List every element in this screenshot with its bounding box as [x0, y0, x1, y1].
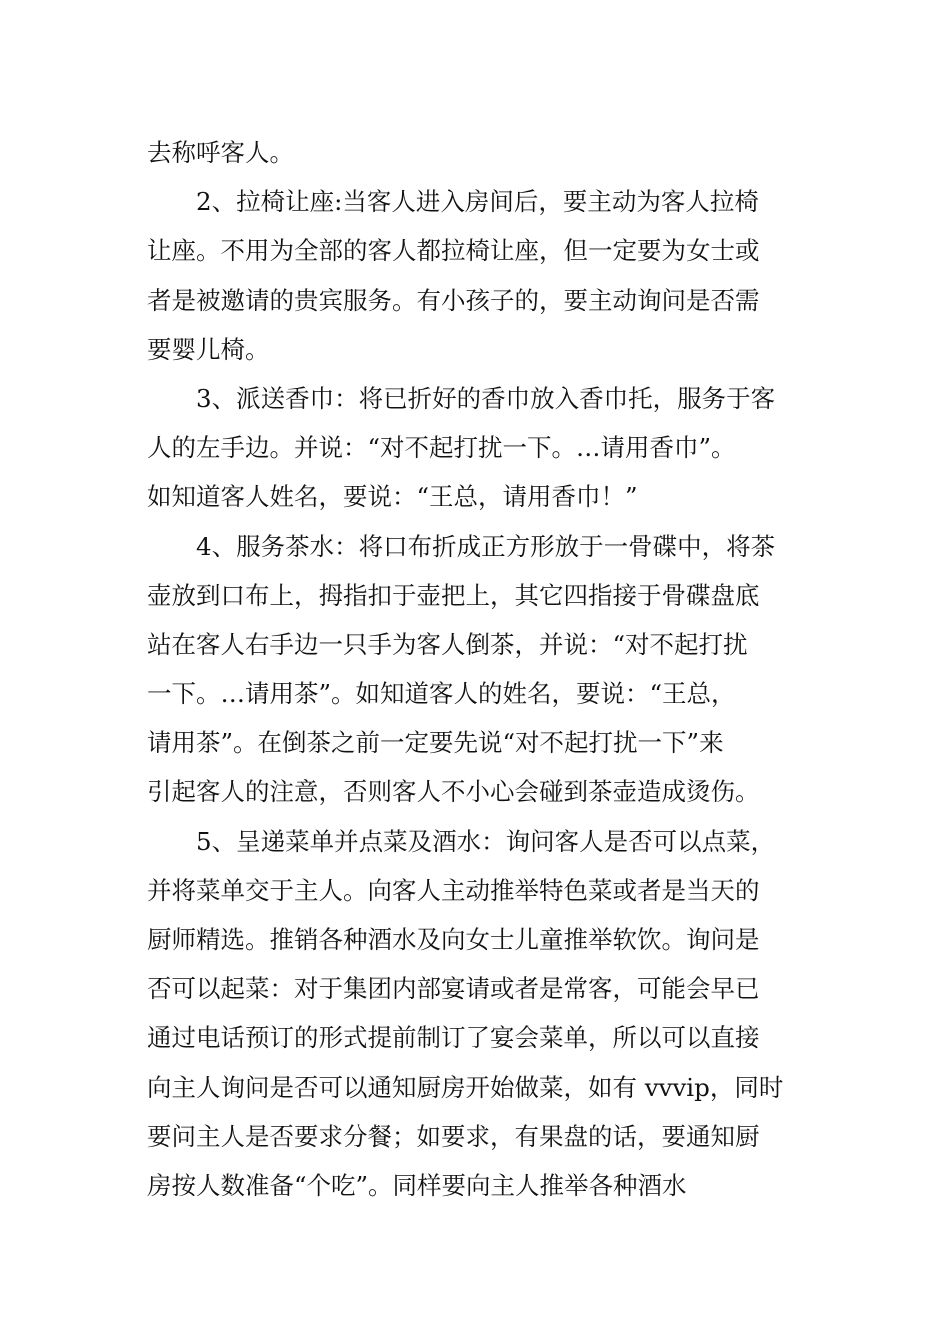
paragraph-5-start: 5、呈递菜单并点菜及酒水：询问客人是否可以点菜， [196, 826, 776, 856]
text-line: 如知道客人姓名，要说：“王总，请用香巾！” [147, 482, 638, 512]
text-line: 引起客人的注意，否则客人不小心会碰到茶壶造成烫伤。 [147, 777, 760, 807]
text-line: 去称呼客人。 [147, 138, 294, 167]
text-line: 人的左手边。并说：“对不起打扰一下。…请用香巾”。 [147, 433, 736, 463]
text-line: 一下。…请用茶”。如知道客人的姓名，要说：“王总， [147, 679, 736, 709]
body-text [147, 128, 809, 1210]
text-line: 站在客人右手边一只手为客人倒茶，并说：“对不起打扰 [147, 629, 748, 659]
paragraph-2-start: 2、拉椅让座:当客人进入房间后，要主动为客人拉椅 [196, 187, 759, 217]
text-line: 要婴儿椅。 [147, 334, 270, 364]
text-line: 厨师精选。推销各种酒水及向女士儿童推举软饮。询问是 [147, 925, 760, 954]
text-line: 要问主人是否要求分餐；如要求，有果盘的话，要通知厨 [147, 1121, 760, 1151]
text-line: 请用茶”。在倒茶之前一定要先说“对不起打扰一下”来 [147, 728, 724, 758]
text-line: 向主人询问是否可以通知厨房开始做菜，如有 vvvip，同时 [147, 1072, 784, 1102]
paragraph-4-start: 4、服务茶水：将口布折成正方形放于一骨碟中，将茶 [196, 531, 776, 561]
paragraph-3-start: 3、派送香巾：将已折好的香巾放入香巾托，服务于客 [196, 383, 776, 413]
text-line: 房按人数准备“个吃”。同样要向主人推举各种酒水 [147, 1170, 687, 1200]
text-line: 壶放到口布上，拇指扣于壶把上，其它四指接于骨碟盘底 [147, 580, 760, 610]
text-line: 让座。不用为全部的客人都拉椅让座，但一定要为女士或 [147, 236, 760, 266]
text-line: 否可以起菜：对于集团内部宴请或者是常客，可能会早已 [147, 974, 760, 1004]
text-line: 通过电话预订的形式提前制订了宴会菜单，所以可以直接 [147, 1023, 760, 1053]
text-line: 者是被邀请的贵宾服务。有小孩子的，要主动询问是否需 [147, 285, 760, 315]
text-line: 并将菜单交于主人。向客人主动推举特色菜或者是当天的 [147, 875, 760, 905]
